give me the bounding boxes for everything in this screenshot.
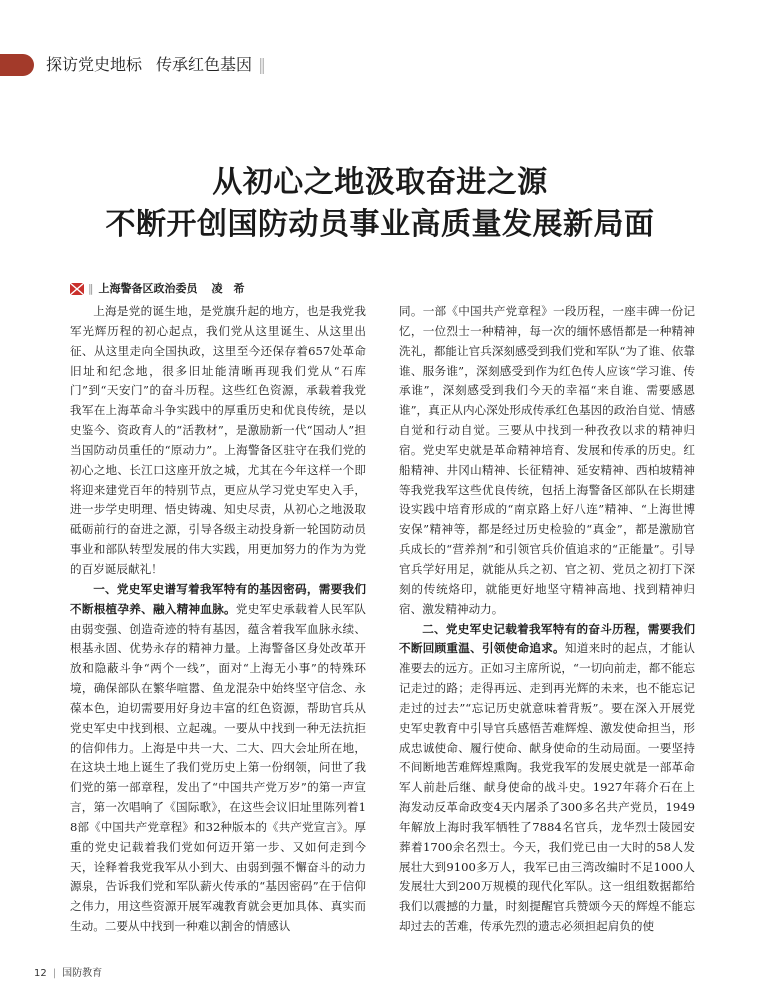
section-title-part2: 传承红色基因 xyxy=(156,55,253,74)
article-column-left xyxy=(70,302,366,957)
paragraph xyxy=(70,580,366,937)
divider-tick-icon: ‖ xyxy=(258,55,267,74)
header-accent-bar xyxy=(0,54,34,76)
page-footer xyxy=(34,966,102,982)
paragraph: 同。一部《中国共产党章程》一段历程，一座丰碑一份记忆，一位烈士一种精神，每一次的缅怀感悟都是一种精神洗礼，都能让官兵深刻感受到我们党和军队“为了谁、依靠谁、服务谁”，深刻感受到作为红色传人应该“学习谁、传承谁”，深刻感受到我们今天的幸福“来自谁、需要感恩谁”，真正从内心深处形成传承红色基因的政治自觉、情感自觉和行动自觉。三要从中找到一种孜孜以求的精神归宿。党史军史就是革命精神培育、发展和传承的历史。红船精神、井冈山精神、长征精神、延安精神、西柏坡精神等我党我军这些优良传统，包括上海警备区部队在长期建设实践中培育形成的“南京路上好八连”精神、“上海世博安保”精神等，都是经过历史检验的“真金”，都是激励官兵成长的“营养剂”和引领官兵价值追求的“正能量”。引导官兵学好用足，就能从兵之初、官之初、党员之初打下深刻的传统烙印，就能更好地坚守精神高地、找到精神归宿、激发精神动力。 xyxy=(399,304,695,616)
footer-separator-icon: | xyxy=(52,968,57,979)
paragraph: 上海是党的诞生地，是党旗升起的地方，也是我党我军光辉历程的初心起点，我们党从这里诞生、从这里出征、从这里走向全国执政，这里至今还保存着657处革命旧址和纪念地，很多旧址能清晰再现我们党从“石库门”到“天安门”的奋斗历程。这些红色资源，承载着我党我军在上海革命斗争实践中的厚重历史和优良传统，是以史鉴今、资政育人的“活教材”，是激励新一代“国动人”担当国防动员重任的“原动力”。上海警备区驻守在我们党的初心之地、长江口这座开放之城，尤其在今年这样一个即将迎来建党百年的特别节点，更应从学习党史军史入手，进一步学史明理、悟史铸魂、知史尽责，从初心之地汲取砥砺前行的奋进之源，引导各级主动投身新一轮国防动员事业和部队转型发展的伟大实践，用更加努力的作为为党的百岁诞辰献礼！ xyxy=(70,304,366,576)
article-title-line1: 从初心之地汲取奋进之源 xyxy=(212,165,548,200)
byline-org: 上海警备区政治委员 xyxy=(98,282,198,295)
section-heading: 一、党史军史谱写着我军特有的基因密码，需要我们不断根植孕养、融入精神血脉。 xyxy=(70,581,366,616)
article-column-right xyxy=(399,302,695,957)
paragraph-body: 党史军史承载着人民军队由弱变强、创造奇迹的特有基因，蕴含着我军血脉永续、根基永固、优势永存的精神力量。上海警备区身处改革开放和隐蔽斗争“两个一线”，面对“上海无小事”的特殊环境，确保部队在繁华喧嚣、鱼龙混杂中始终坚守信念、永葆本色，迫切需要用好身边丰富的红色资源，帮助官兵从党史军史中找到根、立起魂。一要从中找到一种无法抗拒的信仰伟力。上海是中共一大、二大、四大会址所在地，在这块土地上诞生了我们党历史上第一份纲领，问世了我们党的第一部章程，发出了“中国共产党万岁”的第一声宣言，第一次唱响了《国际歌》，在这些会议旧址里陈列着18部《中国共产党章程》和32种版本的《共产党宣言》。厚重的党史记载着我们党如何迈开第一步、又如何走到今天，诠释着我党我军从小到大、由弱到强不懈奋斗的动力源泉，告诉我们党和军队薪火传承的“基因密码”在于信仰之伟力，用这些资源开展军魂教育就会更加具体、真实而生动。二要从中找到一种难以割舍的情感认 xyxy=(70,601,366,934)
paragraph xyxy=(399,620,695,938)
byline-separator-icon: ‖ xyxy=(88,282,94,295)
section-title-part1: 探访党史地标 xyxy=(46,55,143,74)
byline-author: 凌 希 xyxy=(211,282,245,295)
byline xyxy=(70,282,245,296)
section-header xyxy=(46,52,266,78)
paragraph-body: 知道来时的起点，才能认准要去的远方。正如习主席所说，“一切向前走，都不能忘记走过的路；走得再远、走到再光辉的未来，也不能忘记走过的过去”“忘记历史就意味着背叛”。要在深入开展党史军史教育中引导官兵感悟苦难辉煌、激发使命担当，形成忠诚使命、履行使命、献身使命的生动局面。一要坚持不间断地苦难辉煌熏陶。我党我军的发展史就是一部革命军人前赴后继、献身使命的战斗史。1927年蒋介石在上海发动反革命政变4天内屠杀了300多名共产党员，1949年解放上海时我军牺牲了7884名官兵，龙华烈士陵园安葬着1700余名烈士。今天，我们党已由一大时的58人发展壮大到9100多万人，我军已由三湾改编时不足1000人发展壮大到200万规模的现代化军队。这一组组数据都给我们以震撼的力量，时刻提醒官兵赞颂今天的辉煌不能忘却过去的苦难，传承先烈的遗志必须担起肩负的使 xyxy=(399,641,695,934)
article-title-line2: 不断开创国防动员事业高质量发展新局面 xyxy=(105,207,655,242)
publication-name: 国防教育 xyxy=(62,968,103,979)
page-number: 12 xyxy=(34,968,47,979)
flag-icon xyxy=(70,283,84,295)
article-title xyxy=(0,162,760,246)
section-heading: 二、党史军史记载着我军特有的奋斗历程，需要我们不断回顾重温、引领使命追求。 xyxy=(399,621,695,656)
